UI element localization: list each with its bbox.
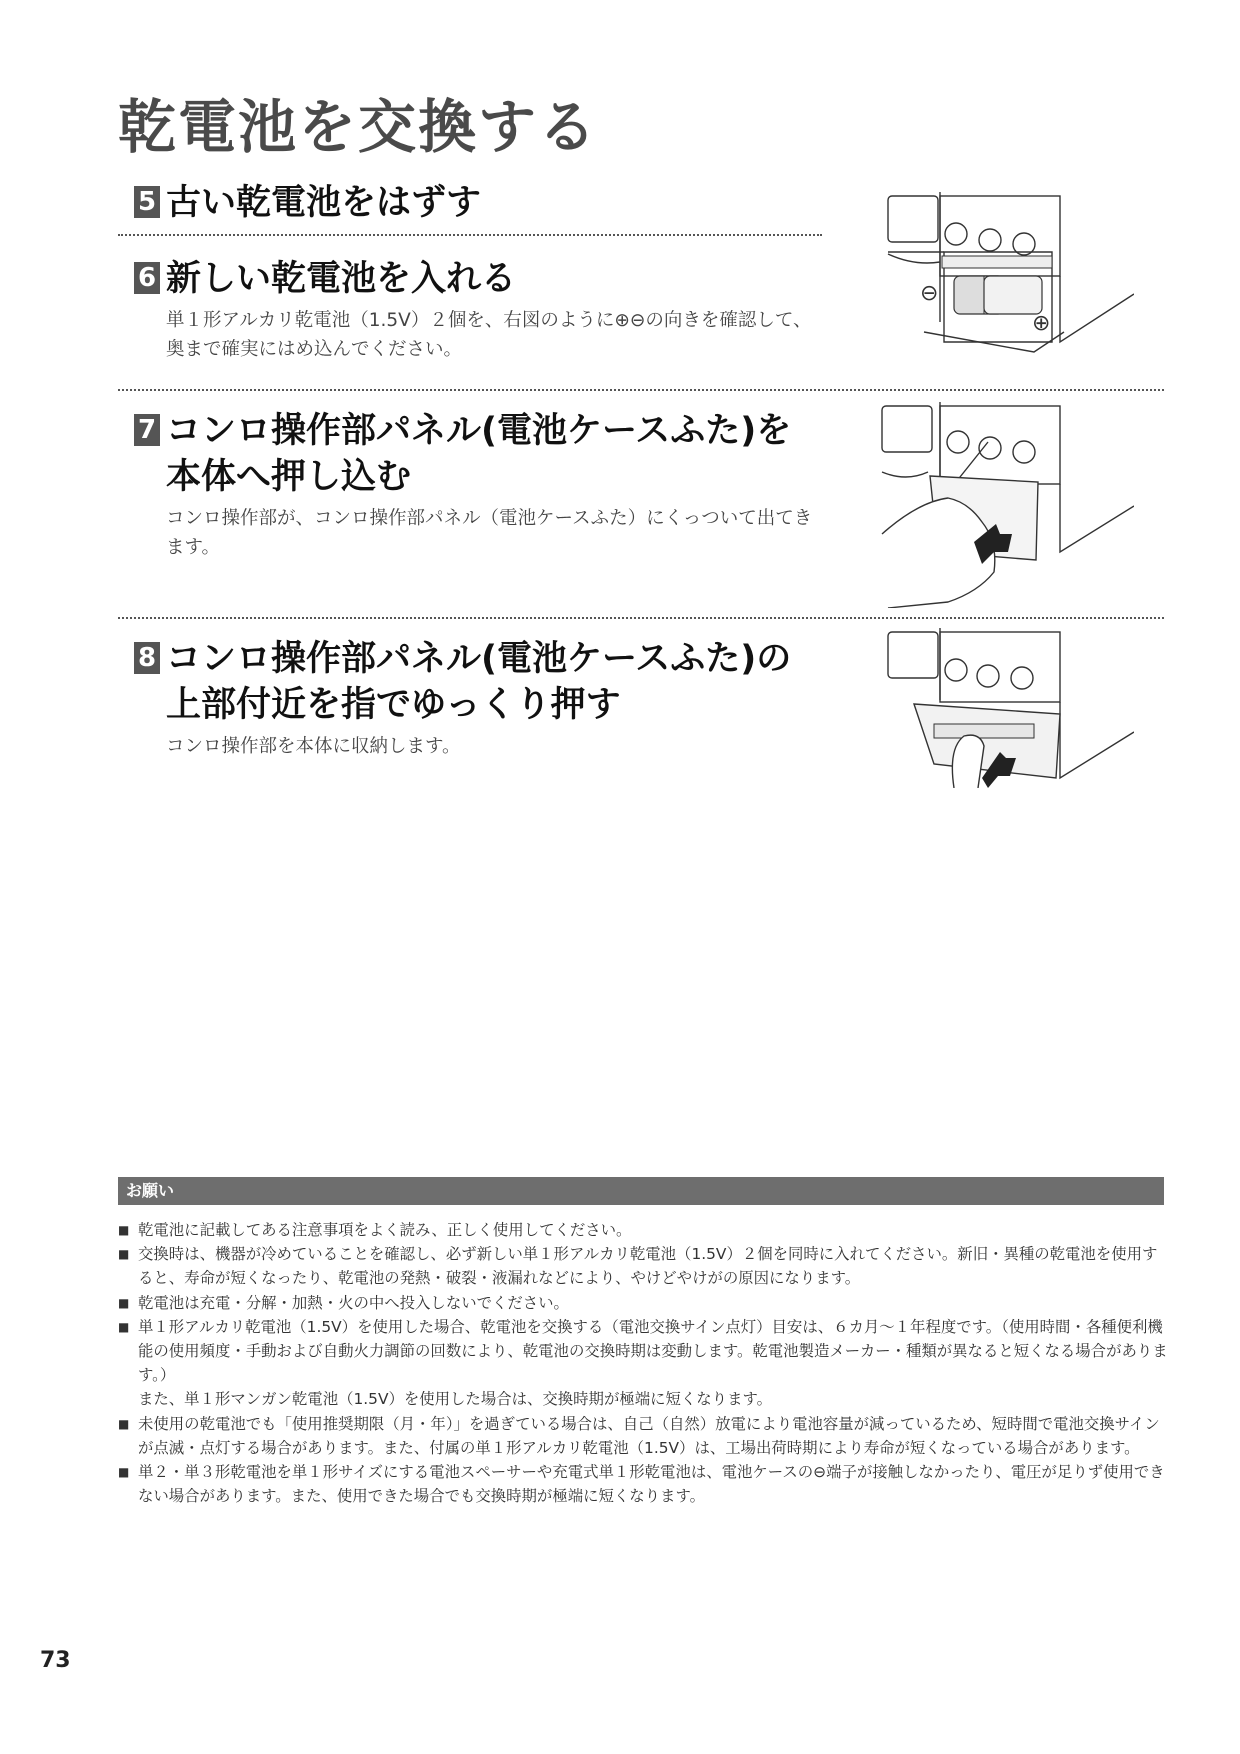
divider: [118, 617, 1164, 619]
step-title-line-1: コンロ操作部パネル(電池ケースふた)の: [166, 639, 792, 679]
step-number: 6: [134, 262, 160, 294]
minus-icon: ⊖: [920, 281, 939, 306]
notice-text: 交換時は、機器が冷めていることを確認し、必ず新しい単１形アルカリ乾電池（1.5V）２個を同時に入れてください。新旧・異種の乾電池を使用すると、寿命が短くなったり、乾電池の発熱・破裂・液漏れなどにより、やけどやけがの原因になります。: [138, 1245, 1158, 1288]
notice-text: 単１形アルカリ乾電池（1.5V）を使用した場合、乾電池を交換する（電池交換サイン点灯）目安は、６カ月～１年程度です。（使用時間・各種便利機能の使用頻度・手動および自動火力調節の回数により、乾電池の交換時期は変動します。乾電池製造メーカー・種類が異なると短くなる場合があります。）: [138, 1317, 1168, 1385]
page-number: 73: [40, 1648, 71, 1673]
finger-press-illustration: [884, 628, 1134, 788]
step-description: コンロ操作部が、コンロ操作部パネル（電池ケースふた）にくっついて出てきます。: [166, 508, 813, 558]
page-title: 乾電池を交換する: [118, 93, 599, 161]
notice-heading: お願い: [118, 1177, 1164, 1205]
step-title-line-2: 上部付近を指でゆっくり押す: [166, 685, 621, 725]
list-item: [118, 1242, 1172, 1290]
list-item: [118, 1460, 1172, 1508]
battery-insertion-illustration: [884, 192, 1134, 372]
step-title-line-2: 本体へ押し込む: [166, 457, 412, 497]
step-number: 8: [134, 642, 160, 674]
step-description: コンロ操作部を本体に収納します。: [166, 736, 461, 757]
notice-list: [118, 1218, 1172, 1508]
list-item: [118, 1218, 1172, 1242]
step-description: 単１形アルカリ乾電池（1.5V）２個を、右図のように⊕⊖の向きを確認して、奥まで確実にはめ込んでください。: [166, 310, 812, 360]
divider: [118, 389, 1164, 391]
divider: [118, 234, 822, 236]
step-number: 5: [134, 186, 160, 218]
push-panel-illustration: [878, 402, 1134, 608]
notice-text: 乾電池に記載してある注意事項をよく読み、正しく使用してください。: [138, 1221, 632, 1239]
step-7: [134, 408, 826, 562]
step-title: 新しい乾電池を入れる: [166, 259, 517, 299]
step-title-line-1: コンロ操作部パネル(電池ケースふた)を: [166, 411, 792, 451]
notice-text: 乾電池は充電・分解・加熱・火の中へ投入しないでください。: [138, 1293, 569, 1312]
plus-icon: ⊕: [1032, 311, 1051, 336]
notice-text: 単２・単３形乾電池を単１形サイズにする電池スペーサーや充電式単１形乾電池は、電池ケースの⊖端子が接触しなかったり、電圧が足りず使用できない場合があります。また、使用できた場合でも交換時期が極端に短くなります。: [138, 1463, 1165, 1506]
battery-icon: [954, 276, 1042, 314]
step-6: [134, 256, 826, 364]
step-title: 古い乾電池をはずす: [166, 183, 482, 223]
step-5: [134, 180, 481, 226]
step-8: [134, 636, 826, 761]
notice-text: 未使用の乾電池でも「使用推奨期限（月・年）」を過ぎている場合は、自己（自然）放電により電池容量が減っているため、短時間で電池交換サインが点滅・点灯する場合があります。また、付属の単１形アルカリ乾電池（1.5V）は、工場出荷時期により寿命が短くなっている場合があります。: [138, 1414, 1160, 1457]
notice-extra-text: また、単１形マンガン乾電池（1.5V）を使用した場合は、交換時期が極端に短くなります。: [138, 1390, 773, 1409]
list-item: [118, 1412, 1172, 1460]
list-item: [118, 1291, 1172, 1315]
list-item: [118, 1315, 1172, 1412]
step-number: 7: [134, 414, 160, 446]
